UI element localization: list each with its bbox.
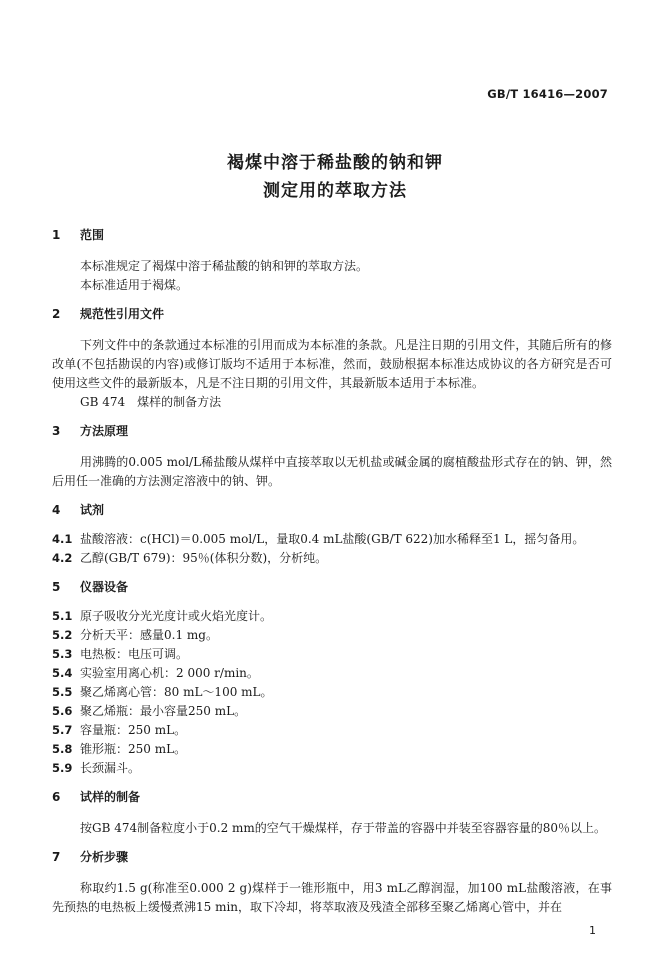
section-heading (52, 226, 612, 245)
list-item (52, 549, 612, 568)
item-number: 5.9 (52, 761, 73, 775)
list-item (52, 702, 612, 721)
standard-code: GB/T 16416—2007 (487, 87, 608, 101)
section-number: 5 (52, 580, 61, 594)
list-item (52, 626, 612, 645)
item-number: 5.8 (52, 742, 73, 756)
section-title: 范围 (80, 228, 105, 242)
document-body (52, 226, 612, 917)
section-number: 4 (52, 503, 61, 517)
page-number: 1 (589, 924, 596, 937)
section-title: 分析步骤 (80, 850, 129, 864)
section-number: 2 (52, 307, 61, 321)
document-title-line-2: 测定用的萃取方法 (263, 181, 407, 201)
section-title: 方法原理 (80, 424, 129, 438)
paragraph: 本标准规定了褐煤中溶于稀盐酸的钠和钾的萃取方法。 (80, 259, 369, 273)
item-text: 锥形瓶：250 mL。 (80, 742, 187, 756)
list-item (52, 740, 612, 759)
paragraph: 用沸腾的0.005 mol/L稀盐酸从煤样中直接萃取以无机盐或碱金属的腐植酸盐形式存在的钠、钾，然后用任一准确的方法测定溶液中的钠、钾。 (52, 455, 612, 488)
item-number: 5.4 (52, 666, 73, 680)
paragraph: 下列文件中的条款通过本标准的引用而成为本标准的条款。凡是注日期的引用文件，其随后所有的修改单(不包括勘误的内容)或修订版均不适用于本标准，然而，鼓励根据本标准达成协议的各方研究是否可使用这些文件的最新版本，凡是不注日期的引用文件，其最新版本适用于本标准。 (52, 338, 612, 390)
section-heading (52, 848, 612, 867)
item-text: 实验室用离心机：2 000 r/min。 (80, 666, 259, 680)
item-text: 聚乙烯离心管：80 mL～100 mL。 (80, 685, 273, 699)
item-number: 4.2 (52, 551, 73, 565)
paragraph: 本标准适用于褐煤。 (80, 278, 189, 292)
list-item (52, 664, 612, 683)
item-text: 盐酸溶液：c(HCl)＝0.005 mol/L，量取0.4 mL盐酸(GB/T 622)加水稀释至1 L，摇匀备用。 (80, 532, 585, 546)
section-heading (52, 305, 612, 324)
item-text: 电热板：电压可调。 (80, 647, 189, 661)
paragraph: 称取约1.5 g(称准至0.000 2 g)煤样于一锥形瓶中，用3 mL乙醇润湿，加100 mL盐酸溶液，在事先预热的电热板上缓慢煮沸15 min，取下冷却，将萃取液及残渣全部移至聚乙烯离心管中，并在 (52, 881, 612, 914)
section-title: 试样的制备 (80, 790, 141, 804)
section-heading (52, 578, 612, 597)
list-item (52, 607, 612, 626)
item-text: 分析天平：感量0.1 mg。 (80, 628, 218, 642)
list-item (52, 645, 612, 664)
item-number: 5.3 (52, 647, 73, 661)
section-title: 仪器设备 (80, 580, 129, 594)
item-number: 5.5 (52, 685, 73, 699)
list-item (52, 759, 612, 778)
section-number: 7 (52, 850, 61, 864)
item-number: 5.6 (52, 704, 73, 718)
section-number: 3 (52, 424, 61, 438)
normative-reference: GB 474 煤样的制备方法 (80, 395, 222, 409)
list-item (52, 721, 612, 740)
section-heading (52, 422, 612, 441)
item-number: 4.1 (52, 532, 73, 546)
section-title: 规范性引用文件 (80, 307, 165, 321)
section-heading (52, 501, 612, 520)
section-heading (52, 788, 612, 807)
item-text: 乙醇(GB/T 679)：95％(体积分数)，分析纯。 (80, 551, 328, 565)
item-number: 5.2 (52, 628, 73, 642)
item-text: 容量瓶：250 mL。 (80, 723, 187, 737)
section-title: 试剂 (80, 503, 105, 517)
item-number: 5.1 (52, 609, 73, 623)
list-item (52, 530, 612, 549)
document-title-line-1: 褐煤中溶于稀盐酸的钠和钾 (227, 153, 443, 173)
item-text: 聚乙烯瓶：最小容量250 mL。 (80, 704, 247, 718)
item-text: 原子吸收分光光度计或火焰光度计。 (80, 609, 273, 623)
list-item (52, 683, 612, 702)
section-number: 6 (52, 790, 61, 804)
paragraph: 按GB 474制备粒度小于0.2 mm的空气干燥煤样，存于带盖的容器中并装至容器容量的80％以上。 (80, 821, 607, 835)
section-number: 1 (52, 228, 61, 242)
item-text: 长颈漏斗。 (80, 761, 141, 775)
item-number: 5.7 (52, 723, 73, 737)
